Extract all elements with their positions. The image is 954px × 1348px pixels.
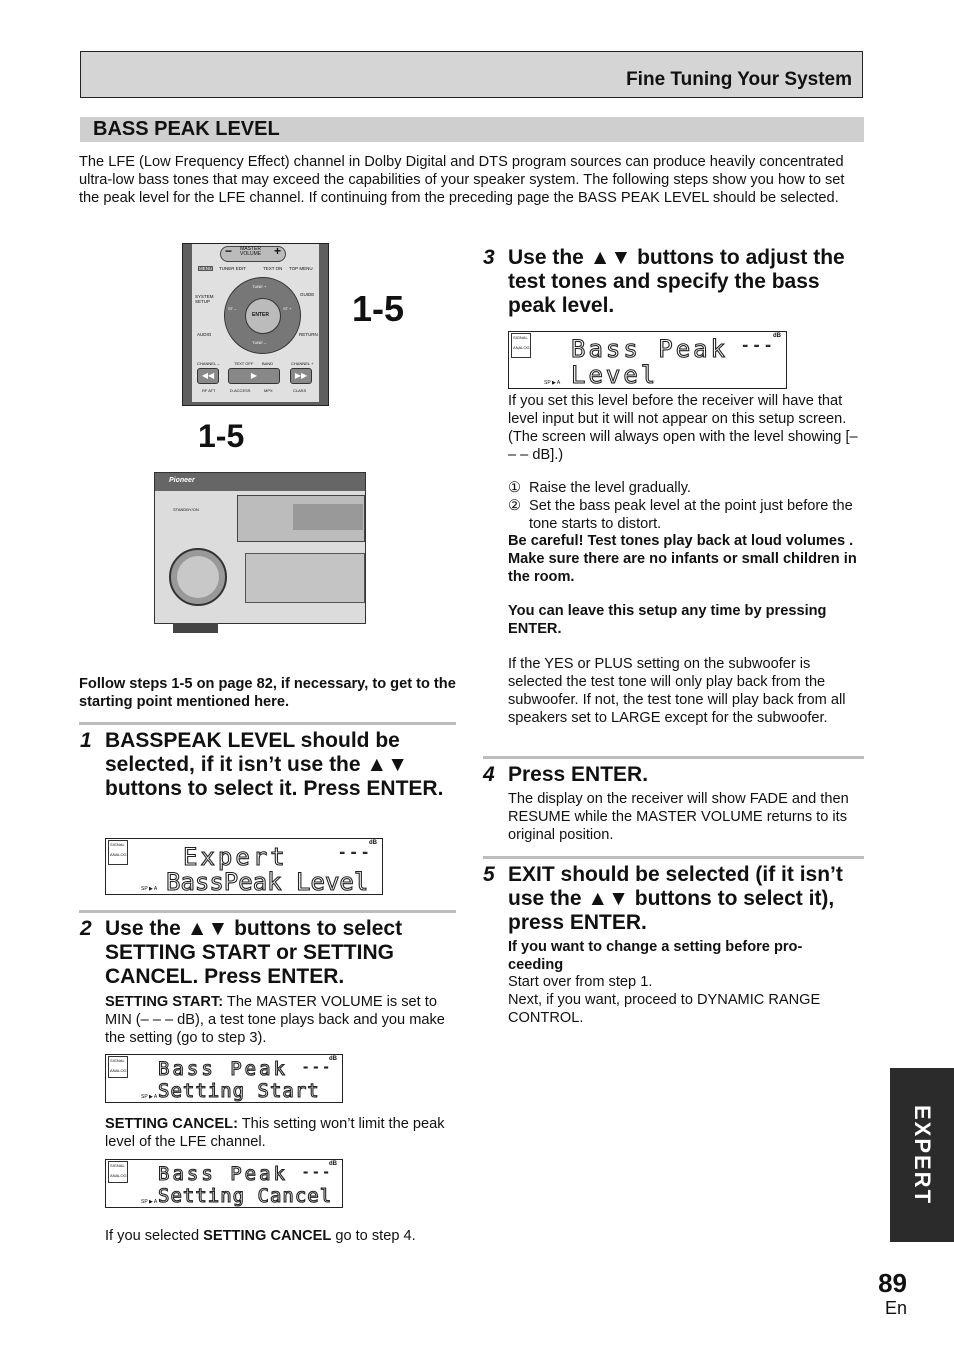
st-right-label: ST + — [283, 306, 292, 311]
fast-forward-icon: ▶▶ — [290, 368, 312, 384]
master-volume-knob — [169, 548, 227, 606]
step1-title: BASSPEAK LEVEL should be selected, if it isn’t use the ▲▼ buttons to select it. Press ENTER. — [105, 729, 444, 800]
db-label: dB — [329, 1161, 337, 1167]
enter-button — [245, 298, 281, 334]
step3-paragraph1: If you set this level before the receiver will have that level input but it will not appear on this setup screen. (The screen will always open with the level showing [– – – dB].) — [508, 393, 858, 463]
pioneer-logo: Pioneer — [169, 477, 195, 484]
step5-number: 5 — [483, 863, 495, 886]
return-label: RETURN — [299, 332, 318, 337]
lcd-line1: Bass Peak — [571, 335, 729, 363]
plus-icon: + — [273, 244, 281, 258]
callout-label-remote: 1-5 — [352, 288, 405, 329]
header-section-title: Fine Tuning Your System — [626, 69, 852, 90]
remote-panel — [192, 244, 319, 402]
intro-paragraph: The LFE (Low Frequency Effect) channel in Dolby Digital and DTS program sources can produce heavily concentrated ultra-low bass tones that may exceed the capabilities of your speaker system. The following steps show you how to set the peak level for the LFE channel. If continuing from the preceding page the BASS PEAK LEVEL should be selected. — [79, 154, 845, 206]
tune-up-label: TUNE + — [252, 284, 267, 289]
lcd-line1: Bass Peak — [158, 1058, 288, 1080]
step1-display — [105, 838, 383, 895]
step2-start-display — [105, 1054, 343, 1103]
step2-cancel-display — [105, 1159, 343, 1208]
lcd-line2: Setting Cancel — [158, 1185, 333, 1207]
signal-indicator: SIGNAL ANALOG — [108, 840, 128, 865]
d-access-label: D.ACCESS — [230, 388, 251, 393]
step1-number: 1 — [80, 729, 92, 752]
channel-plus-label: CHANNEL + — [291, 361, 314, 366]
step3-title: Use the ▲▼ buttons to adjust the test tones and specify the bass peak level. — [508, 246, 845, 317]
lcd-dashes: --- — [741, 338, 776, 354]
db-label: dB — [369, 840, 377, 846]
text-on-label: TEXT ON — [263, 266, 283, 271]
tune-down-label: TUNE – — [252, 340, 267, 345]
rf-att-label: RF ATT — [202, 388, 216, 393]
db-label: dB — [329, 1056, 337, 1062]
signal-indicator: SIGNAL ANALOG — [108, 1161, 128, 1183]
sp-label: SP ▶ A — [141, 1199, 158, 1205]
guide-label: GUIDE — [300, 292, 315, 297]
expert-side-tab — [890, 1068, 954, 1242]
step2-title: Use the ▲▼ buttons to select SETTING START or SETTING CANCEL. Press ENTER. — [105, 917, 403, 988]
setting-start-text: The MASTER VOLUME is set to MIN (– – – dB), a test tone plays back and you make the setting (go to step 3). — [105, 994, 445, 1046]
language-label: En — [884, 1298, 907, 1318]
step2-number: 2 — [80, 917, 92, 940]
lcd-line2: Level — [571, 361, 659, 389]
step3-item1: Raise the level gradually. — [529, 480, 691, 496]
step1-rule — [79, 722, 456, 725]
step3-item1-number: ① — [508, 480, 522, 496]
play-icon: ▶ — [228, 368, 280, 384]
step3-paragraph2: If the YES or PLUS setting on the subwoofer is selected the test tone will only play back from the subwoofer. If not, the test tone will play back from all speakers set to LARGE except for the subwoofer. — [508, 656, 846, 726]
lcd-dashes: --- — [302, 1165, 333, 1179]
lcd-dashes: --- — [338, 845, 373, 861]
step5-title: EXIT should be selected (if it isn’t use the ▲▼ buttons to select it), press ENTER. — [508, 863, 843, 934]
callout-label-receiver: 1-5 — [198, 418, 245, 454]
tuner-edit-label: TUNER EDIT — [219, 266, 246, 271]
receiver-foot — [173, 623, 218, 633]
lcd-line2: BassPeak Level — [166, 868, 369, 896]
step3-leave-note: You can leave this setup any time by pressing ENTER. — [508, 603, 827, 637]
receiver-button-panel — [245, 553, 365, 603]
text-off-label: TEXT OFF — [234, 361, 254, 366]
step3-item2: Set the bass peak level at the point just before the tone starts to distort. — [529, 498, 853, 532]
step3-item2-number: ② — [508, 498, 522, 514]
section-title: BASS PEAK LEVEL — [93, 118, 280, 140]
lcd-line1: Bass Peak — [158, 1163, 288, 1185]
rewind-icon: ◀◀ — [197, 368, 219, 384]
receiver-display-window — [237, 495, 365, 542]
step3-number: 3 — [483, 246, 495, 269]
minus-icon: − — [225, 244, 233, 258]
section-title-bar — [80, 117, 864, 142]
signal-indicator: SIGNAL ANALOG — [108, 1056, 128, 1078]
remote-control-figure — [182, 243, 329, 406]
step5-rule — [483, 856, 864, 859]
step4-text: The display on the receiver will show FADE and then RESUME while the MASTER VOLUME returns to its original position. — [508, 791, 849, 843]
step3-warning: Be careful! Test tones play back at loud volumes . Make sure there are no infants or small children in the room. — [508, 533, 857, 585]
receiver-figure — [154, 472, 366, 624]
page-number: 89 — [878, 1268, 907, 1298]
top-menu-label: TOP MENU — [289, 266, 313, 271]
standby-label: STANDBY/ON — [173, 507, 199, 512]
setting-start-paragraph — [105, 993, 455, 1047]
setting-cancel-footnote: If you selected SETTING CANCEL go to step 4. — [105, 1228, 416, 1244]
step4-title: Press ENTER. — [508, 763, 649, 786]
header-banner — [80, 51, 863, 98]
setting-cancel-label: SETTING CANCEL: — [105, 1116, 238, 1132]
step5-subheading: If you want to change a setting before pro-ceeding — [508, 939, 803, 973]
step5-line1: Start over from step 1. — [508, 974, 653, 990]
db-label: dB — [773, 333, 781, 339]
step5-line2: Next, if you want, proceed to DYNAMIC RANGE CONTROL. — [508, 992, 821, 1026]
signal-indicator: SIGNAL ANALOG — [511, 333, 531, 358]
lcd-line2: Setting Start — [158, 1080, 320, 1102]
system-setup-label: SYSTEM SETUP — [195, 294, 214, 304]
step3-display — [508, 331, 787, 389]
class-label: CLASS — [293, 388, 307, 393]
setting-cancel-text: This setting won’t limit the peak level of the LFE channel. — [105, 1116, 445, 1150]
sp-label: SP ▶ A — [544, 380, 561, 386]
band-label: BAND — [262, 361, 274, 366]
knob-face — [177, 556, 219, 598]
expert-tab-label: EXPERT — [910, 1104, 935, 1206]
follow-note: Follow steps 1-5 on page 82, if necessary, to get to the starting point mentioned here. — [79, 676, 456, 710]
channel-minus-label: CHANNEL – — [197, 361, 220, 366]
step2-rule — [79, 910, 456, 913]
master-volume-rocker — [220, 246, 286, 262]
setting-cancel-paragraph — [105, 1115, 455, 1151]
audio-label: AUDIO — [197, 332, 212, 337]
receiver-display-screen — [293, 504, 363, 530]
lcd-dashes: --- — [302, 1060, 333, 1074]
lcd-line1: Expert — [183, 843, 288, 871]
direction-pad — [224, 277, 301, 354]
mpx-label: MPX — [264, 388, 273, 393]
setting-start-label: SETTING START: — [105, 994, 224, 1010]
st-left-label: ST – — [228, 306, 237, 311]
step4-number: 4 — [483, 763, 495, 786]
step4-rule — [483, 756, 864, 759]
master-volume-label: MASTER VOLUME — [240, 246, 262, 257]
sp-label: SP ▶ A — [141, 1094, 158, 1100]
sp-label: SP ▶ A — [141, 886, 158, 892]
menu-label: MENU — [199, 266, 213, 271]
enter-label: ENTER — [252, 312, 269, 318]
